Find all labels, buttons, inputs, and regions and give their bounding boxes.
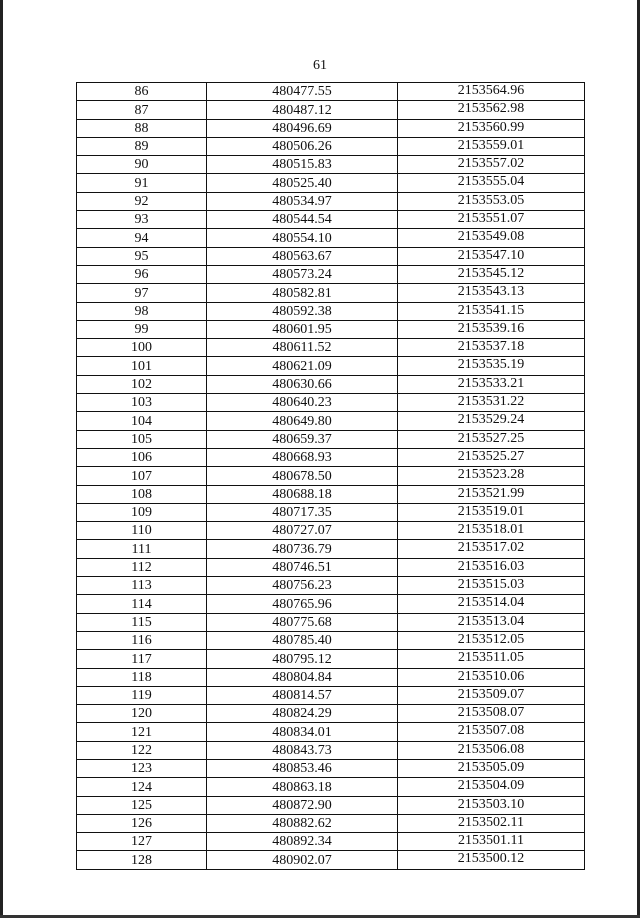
- y-coordinate-cell: 2153543.13: [398, 284, 585, 302]
- table-row: [77, 631, 585, 649]
- table-row: [77, 503, 585, 521]
- x-coordinate-cell: 480795.12: [207, 650, 398, 668]
- y-coordinate-cell: 2153549.08: [398, 229, 585, 247]
- point-number-cell: 101: [77, 357, 207, 375]
- y-coordinate-cell: 2153559.01: [398, 137, 585, 155]
- y-coordinate-cell: 2153553.05: [398, 192, 585, 210]
- x-coordinate-cell: 480668.93: [207, 448, 398, 466]
- x-coordinate-cell: 480834.01: [207, 723, 398, 741]
- x-coordinate-cell: 480882.62: [207, 814, 398, 832]
- y-coordinate-cell: 2153510.06: [398, 668, 585, 686]
- x-coordinate-cell: 480746.51: [207, 558, 398, 576]
- y-coordinate-cell: 2153533.21: [398, 375, 585, 393]
- point-number-cell: 127: [77, 833, 207, 851]
- table-row: [77, 320, 585, 338]
- y-coordinate-cell: 2153504.09: [398, 778, 585, 796]
- y-coordinate-cell: 2153525.27: [398, 448, 585, 466]
- x-coordinate-cell: 480678.50: [207, 467, 398, 485]
- x-coordinate-cell: 480573.24: [207, 265, 398, 283]
- point-number-cell: 93: [77, 211, 207, 229]
- point-number-cell: 110: [77, 522, 207, 540]
- x-coordinate-cell: 480534.97: [207, 192, 398, 210]
- x-coordinate-cell: 480892.34: [207, 833, 398, 851]
- point-number-cell: 102: [77, 375, 207, 393]
- table-row: [77, 650, 585, 668]
- point-number-cell: 97: [77, 284, 207, 302]
- table-row: [77, 174, 585, 192]
- y-coordinate-cell: 2153506.08: [398, 741, 585, 759]
- table-row: [77, 613, 585, 631]
- x-coordinate-cell: 480688.18: [207, 485, 398, 503]
- point-number-cell: 98: [77, 302, 207, 320]
- x-coordinate-cell: 480592.38: [207, 302, 398, 320]
- x-coordinate-cell: 480582.81: [207, 284, 398, 302]
- table-row: [77, 284, 585, 302]
- x-coordinate-cell: 480756.23: [207, 577, 398, 595]
- x-coordinate-cell: 480611.52: [207, 339, 398, 357]
- x-coordinate-cell: 480717.35: [207, 503, 398, 521]
- x-coordinate-cell: 480487.12: [207, 101, 398, 119]
- y-coordinate-cell: 2153537.18: [398, 339, 585, 357]
- table-row: [77, 686, 585, 704]
- table-row: [77, 394, 585, 412]
- point-number-cell: 128: [77, 851, 207, 869]
- table-row: [77, 119, 585, 137]
- table-row: [77, 192, 585, 210]
- y-coordinate-cell: 2153564.96: [398, 83, 585, 101]
- table-row: [77, 558, 585, 576]
- x-coordinate-cell: 480853.46: [207, 759, 398, 777]
- table-row: [77, 796, 585, 814]
- x-coordinate-cell: 480775.68: [207, 613, 398, 631]
- x-coordinate-cell: 480736.79: [207, 540, 398, 558]
- page-edge-left: [0, 0, 3, 918]
- x-coordinate-cell: 480727.07: [207, 522, 398, 540]
- table-row: [77, 833, 585, 851]
- y-coordinate-cell: 2153555.04: [398, 174, 585, 192]
- y-coordinate-cell: 2153521.99: [398, 485, 585, 503]
- point-number-cell: 116: [77, 631, 207, 649]
- y-coordinate-cell: 2153527.25: [398, 430, 585, 448]
- point-number-cell: 113: [77, 577, 207, 595]
- table-row: [77, 577, 585, 595]
- point-number-cell: 104: [77, 412, 207, 430]
- table-row: [77, 522, 585, 540]
- table-row: [77, 814, 585, 832]
- x-coordinate-cell: 480649.80: [207, 412, 398, 430]
- y-coordinate-cell: 2153511.05: [398, 650, 585, 668]
- x-coordinate-cell: 480544.54: [207, 211, 398, 229]
- x-coordinate-cell: 480506.26: [207, 137, 398, 155]
- x-coordinate-cell: 480785.40: [207, 631, 398, 649]
- table-row: [77, 156, 585, 174]
- point-number-cell: 96: [77, 265, 207, 283]
- coordinates-table: [76, 82, 585, 870]
- y-coordinate-cell: 2153547.10: [398, 247, 585, 265]
- table-row: [77, 448, 585, 466]
- y-coordinate-cell: 2153509.07: [398, 686, 585, 704]
- point-number-cell: 103: [77, 394, 207, 412]
- point-number-cell: 109: [77, 503, 207, 521]
- table-row: [77, 412, 585, 430]
- point-number-cell: 112: [77, 558, 207, 576]
- point-number-cell: 94: [77, 229, 207, 247]
- point-number-cell: 95: [77, 247, 207, 265]
- point-number-cell: 107: [77, 467, 207, 485]
- table-row: [77, 430, 585, 448]
- y-coordinate-cell: 2153531.22: [398, 394, 585, 412]
- table-row: [77, 302, 585, 320]
- x-coordinate-cell: 480814.57: [207, 686, 398, 704]
- y-coordinate-cell: 2153507.08: [398, 723, 585, 741]
- y-coordinate-cell: 2153503.10: [398, 796, 585, 814]
- x-coordinate-cell: 480804.84: [207, 668, 398, 686]
- table-row: [77, 668, 585, 686]
- table-row: [77, 101, 585, 119]
- x-coordinate-cell: 480496.69: [207, 119, 398, 137]
- point-number-cell: 119: [77, 686, 207, 704]
- point-number-cell: 87: [77, 101, 207, 119]
- y-coordinate-cell: 2153551.07: [398, 211, 585, 229]
- table-row: [77, 778, 585, 796]
- point-number-cell: 120: [77, 705, 207, 723]
- point-number-cell: 100: [77, 339, 207, 357]
- point-number-cell: 89: [77, 137, 207, 155]
- x-coordinate-cell: 480630.66: [207, 375, 398, 393]
- point-number-cell: 122: [77, 741, 207, 759]
- x-coordinate-cell: 480902.07: [207, 851, 398, 869]
- y-coordinate-cell: 2153500.12: [398, 851, 585, 869]
- table-row: [77, 723, 585, 741]
- point-number-cell: 117: [77, 650, 207, 668]
- y-coordinate-cell: 2153523.28: [398, 467, 585, 485]
- x-coordinate-cell: 480621.09: [207, 357, 398, 375]
- y-coordinate-cell: 2153513.04: [398, 613, 585, 631]
- x-coordinate-cell: 480563.67: [207, 247, 398, 265]
- table-row: [77, 595, 585, 613]
- y-coordinate-cell: 2153557.02: [398, 156, 585, 174]
- point-number-cell: 92: [77, 192, 207, 210]
- y-coordinate-cell: 2153514.04: [398, 595, 585, 613]
- x-coordinate-cell: 480525.40: [207, 174, 398, 192]
- table-row: [77, 375, 585, 393]
- y-coordinate-cell: 2153502.11: [398, 814, 585, 832]
- y-coordinate-cell: 2153535.19: [398, 357, 585, 375]
- y-coordinate-cell: 2153541.15: [398, 302, 585, 320]
- y-coordinate-cell: 2153560.99: [398, 119, 585, 137]
- table-row: [77, 705, 585, 723]
- table-row: [77, 741, 585, 759]
- y-coordinate-cell: 2153508.07: [398, 705, 585, 723]
- y-coordinate-cell: 2153545.12: [398, 265, 585, 283]
- x-coordinate-cell: 480601.95: [207, 320, 398, 338]
- x-coordinate-cell: 480554.10: [207, 229, 398, 247]
- point-number-cell: 115: [77, 613, 207, 631]
- x-coordinate-cell: 480872.90: [207, 796, 398, 814]
- point-number-cell: 88: [77, 119, 207, 137]
- table-row: [77, 357, 585, 375]
- y-coordinate-cell: 2153505.09: [398, 759, 585, 777]
- table-row: [77, 851, 585, 869]
- table-row: [77, 759, 585, 777]
- y-coordinate-cell: 2153516.03: [398, 558, 585, 576]
- point-number-cell: 124: [77, 778, 207, 796]
- point-number-cell: 118: [77, 668, 207, 686]
- x-coordinate-cell: 480659.37: [207, 430, 398, 448]
- x-coordinate-cell: 480843.73: [207, 741, 398, 759]
- point-number-cell: 114: [77, 595, 207, 613]
- x-coordinate-cell: 480477.55: [207, 83, 398, 101]
- table-row: [77, 339, 585, 357]
- table-row: [77, 540, 585, 558]
- y-coordinate-cell: 2153515.03: [398, 577, 585, 595]
- x-coordinate-cell: 480515.83: [207, 156, 398, 174]
- point-number-cell: 123: [77, 759, 207, 777]
- point-number-cell: 90: [77, 156, 207, 174]
- x-coordinate-cell: 480824.29: [207, 705, 398, 723]
- coordinates-table-body: [77, 83, 585, 870]
- table-row: [77, 137, 585, 155]
- point-number-cell: 121: [77, 723, 207, 741]
- y-coordinate-cell: 2153529.24: [398, 412, 585, 430]
- x-coordinate-cell: 480640.23: [207, 394, 398, 412]
- table-row: [77, 467, 585, 485]
- y-coordinate-cell: 2153519.01: [398, 503, 585, 521]
- y-coordinate-cell: 2153517.02: [398, 540, 585, 558]
- point-number-cell: 106: [77, 448, 207, 466]
- y-coordinate-cell: 2153539.16: [398, 320, 585, 338]
- x-coordinate-cell: 480863.18: [207, 778, 398, 796]
- point-number-cell: 105: [77, 430, 207, 448]
- table-row: [77, 211, 585, 229]
- y-coordinate-cell: 2153562.98: [398, 101, 585, 119]
- point-number-cell: 126: [77, 814, 207, 832]
- table-row: [77, 265, 585, 283]
- point-number-cell: 111: [77, 540, 207, 558]
- point-number-cell: 86: [77, 83, 207, 101]
- table-row: [77, 485, 585, 503]
- point-number-cell: 108: [77, 485, 207, 503]
- point-number-cell: 91: [77, 174, 207, 192]
- point-number-cell: 99: [77, 320, 207, 338]
- y-coordinate-cell: 2153501.11: [398, 833, 585, 851]
- y-coordinate-cell: 2153518.01: [398, 522, 585, 540]
- point-number-cell: 125: [77, 796, 207, 814]
- table-row: [77, 229, 585, 247]
- table-row: [77, 83, 585, 101]
- x-coordinate-cell: 480765.96: [207, 595, 398, 613]
- y-coordinate-cell: 2153512.05: [398, 631, 585, 649]
- table-row: [77, 247, 585, 265]
- page-number: 61: [313, 58, 327, 73]
